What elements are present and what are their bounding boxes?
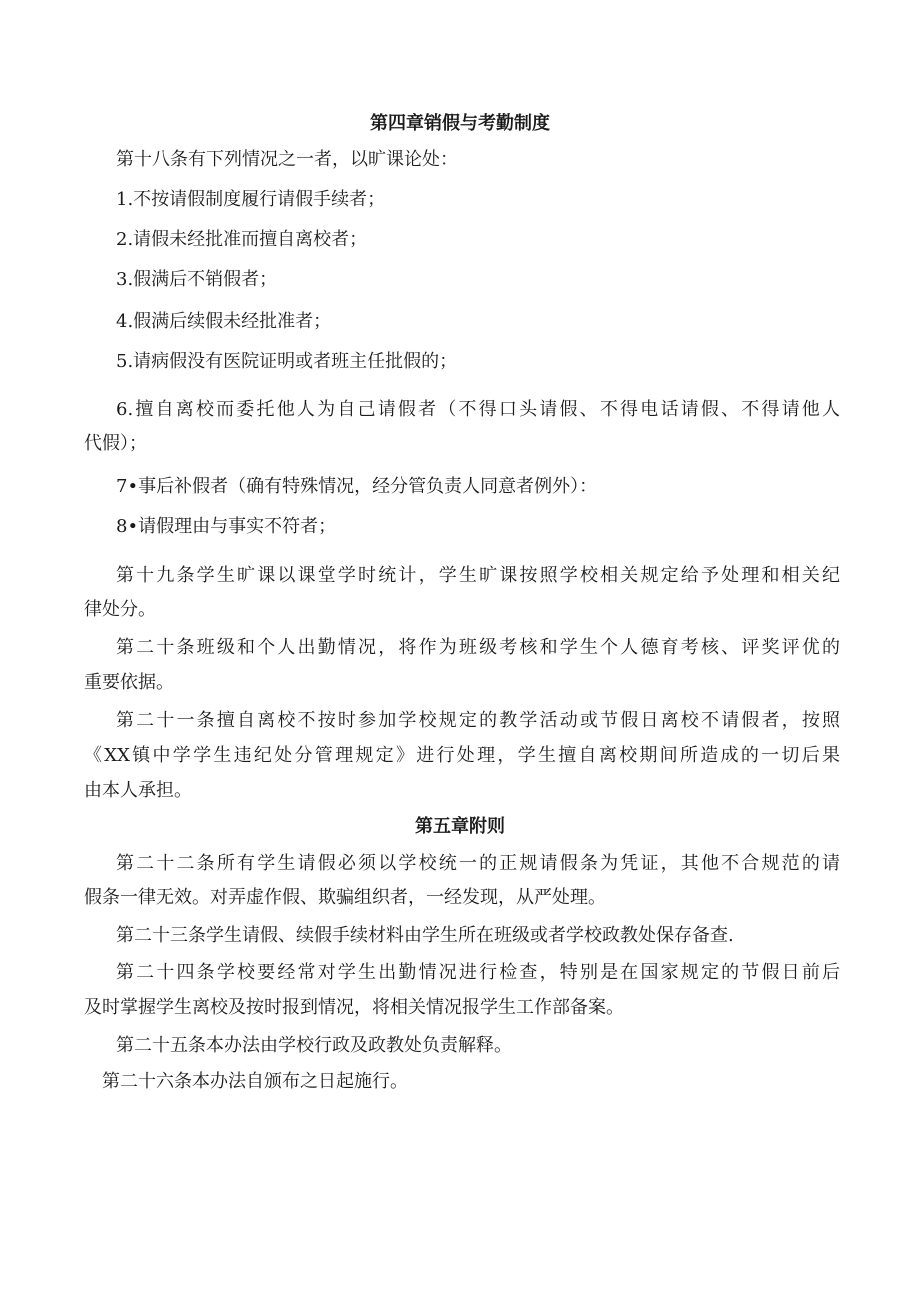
- article-20-line2: 重要依据。: [84, 672, 174, 693]
- article-20-line1: 第二十条班级和个人出勤情况，将作为班级考核和学生个人德育考核、评奖评优的: [116, 637, 840, 658]
- list-item-1: 1.不按请假制度履行请假手续者；: [116, 189, 386, 210]
- list-item-2: 2.请假未经批准而擅自离校者；: [116, 229, 368, 250]
- list-item-3: 3.假满后不销假者；: [116, 269, 278, 290]
- list-item-6-line1: 6.擅自离校而委托他人为自己请假者（不得口头请假、不得电话请假、不得请他人: [116, 399, 840, 420]
- article-25: 第二十五条本办法由学校行政及政教处负责解释。: [116, 1035, 512, 1056]
- article-21-line1: 第二十一条擅自离校不按时参加学校规定的教学活动或节假日离校不请假者，按照: [116, 710, 840, 731]
- article-24-line2: 及时掌握学生离校及按时报到情况，将相关情况报学生工作部备案。: [84, 997, 624, 1018]
- list-item-7: 7•事后补假者（确有特殊情况，经分管负责人同意者例外）：: [116, 476, 598, 497]
- article-23: 第二十三条学生请假、续假手续材料由学生所在班级或者学校政教处保存备查.: [116, 925, 734, 946]
- article-19-line1: 第十九条学生旷课以课堂学时统计，学生旷课按照学校相关规定给予处理和相关纪: [116, 565, 840, 586]
- list-item-8: 8•请假理由与事实不符者；: [116, 516, 337, 537]
- article-22-line2: 假条一律无效。对弄虚作假、欺骗组织者，一经发现，从严处理。: [84, 887, 606, 908]
- list-item-5: 5.请病假没有医院证明或者班主任批假的；: [116, 351, 458, 372]
- article-21-line2: 《XX镇中学学生违纪处分管理规定》进行处理，学生擅自离校期间所造成的一切后果: [84, 745, 840, 766]
- article-19-line2: 律处分。: [84, 599, 156, 620]
- chapter4-heading: 第四章销假与考勤制度: [370, 113, 550, 134]
- article-26: 第二十六条本办法自颁布之日起施行。: [102, 1071, 408, 1092]
- article-18-intro: 第十八条有下列情况之一者，以旷课论处：: [116, 149, 458, 170]
- article-22-line1: 第二十二条所有学生请假必须以学校统一的正规请假条为凭证，其他不合规范的请: [116, 853, 840, 874]
- list-item-6-line2: 代假）；: [84, 433, 147, 454]
- article-24-line1: 第二十四条学校要经常对学生出勤情况进行检查，特别是在国家规定的节假日前后: [116, 962, 840, 983]
- chapter5-heading: 第五章附则: [415, 816, 505, 837]
- list-item-4: 4.假满后续假未经批准者；: [116, 311, 332, 332]
- article-21-line3: 由本人承担。: [84, 780, 192, 801]
